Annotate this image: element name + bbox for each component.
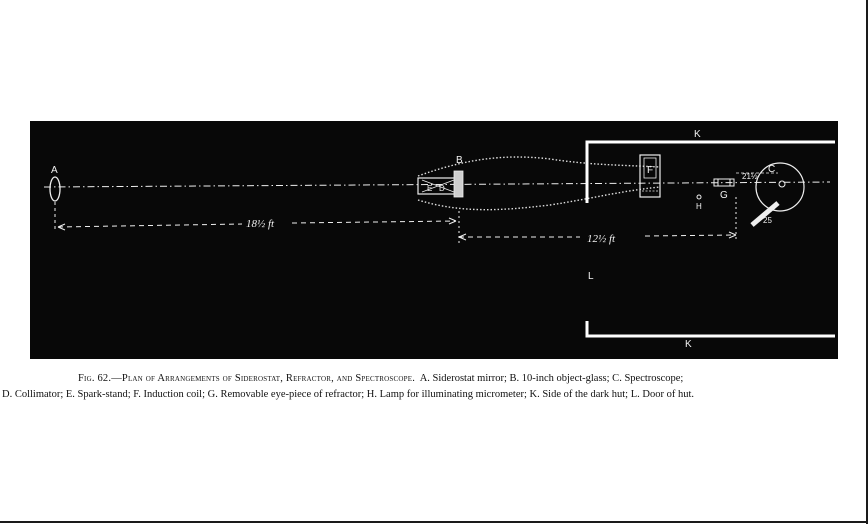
diagram-plate [30,121,838,359]
caption-title: —Plan of Arrangements of Siderostat, Refractor, and Spectroscope. [111,373,416,384]
label-a: A [51,165,58,176]
dimension-spectro-b: 25 [763,216,772,225]
hut-wall-bottom [587,321,835,336]
spectroscope-circle [756,163,804,211]
dimension-spectro-a: 21½ [742,172,758,181]
caption-fig-number: Fig. 62. [78,373,112,384]
caption-legend-1: A. Siderostat mirror; B. 10-inch object-glass; C. Spectroscope; [419,373,684,384]
label-e: E [427,184,433,193]
micrometer-lamp [697,195,701,199]
dimension-right-text: 12½ ft [587,233,616,245]
siderostat-mirror [50,177,60,201]
caption-line-1 [0,371,862,387]
label-k-top: K [694,129,701,140]
label-d: D [439,184,445,193]
page-edge-bottom [0,521,868,523]
caption-line-2: D. Collimator; E. Spark-stand; F. Induction coil; G. Removable eye-piece of refractor; H. Lamp for illuminating micrometer; K. Side of the dark hut; L. Door of hut. [2,389,694,400]
hut-wall-top [587,142,835,203]
induction-coil [640,155,660,197]
label-g: G [720,190,728,201]
label-h: H [696,202,702,211]
dimension-left-text: 18½ ft [246,218,275,230]
label-c: C [768,164,776,175]
label-l: L [588,271,594,282]
figure-caption [0,371,862,403]
collimator-assembly [418,178,458,194]
spectroscope-prism [779,181,785,187]
arrangement-diagram [30,121,838,359]
label-f: F [647,165,654,176]
label-b: B [456,155,463,166]
label-k-bottom: K [685,339,692,350]
object-glass [454,171,463,197]
